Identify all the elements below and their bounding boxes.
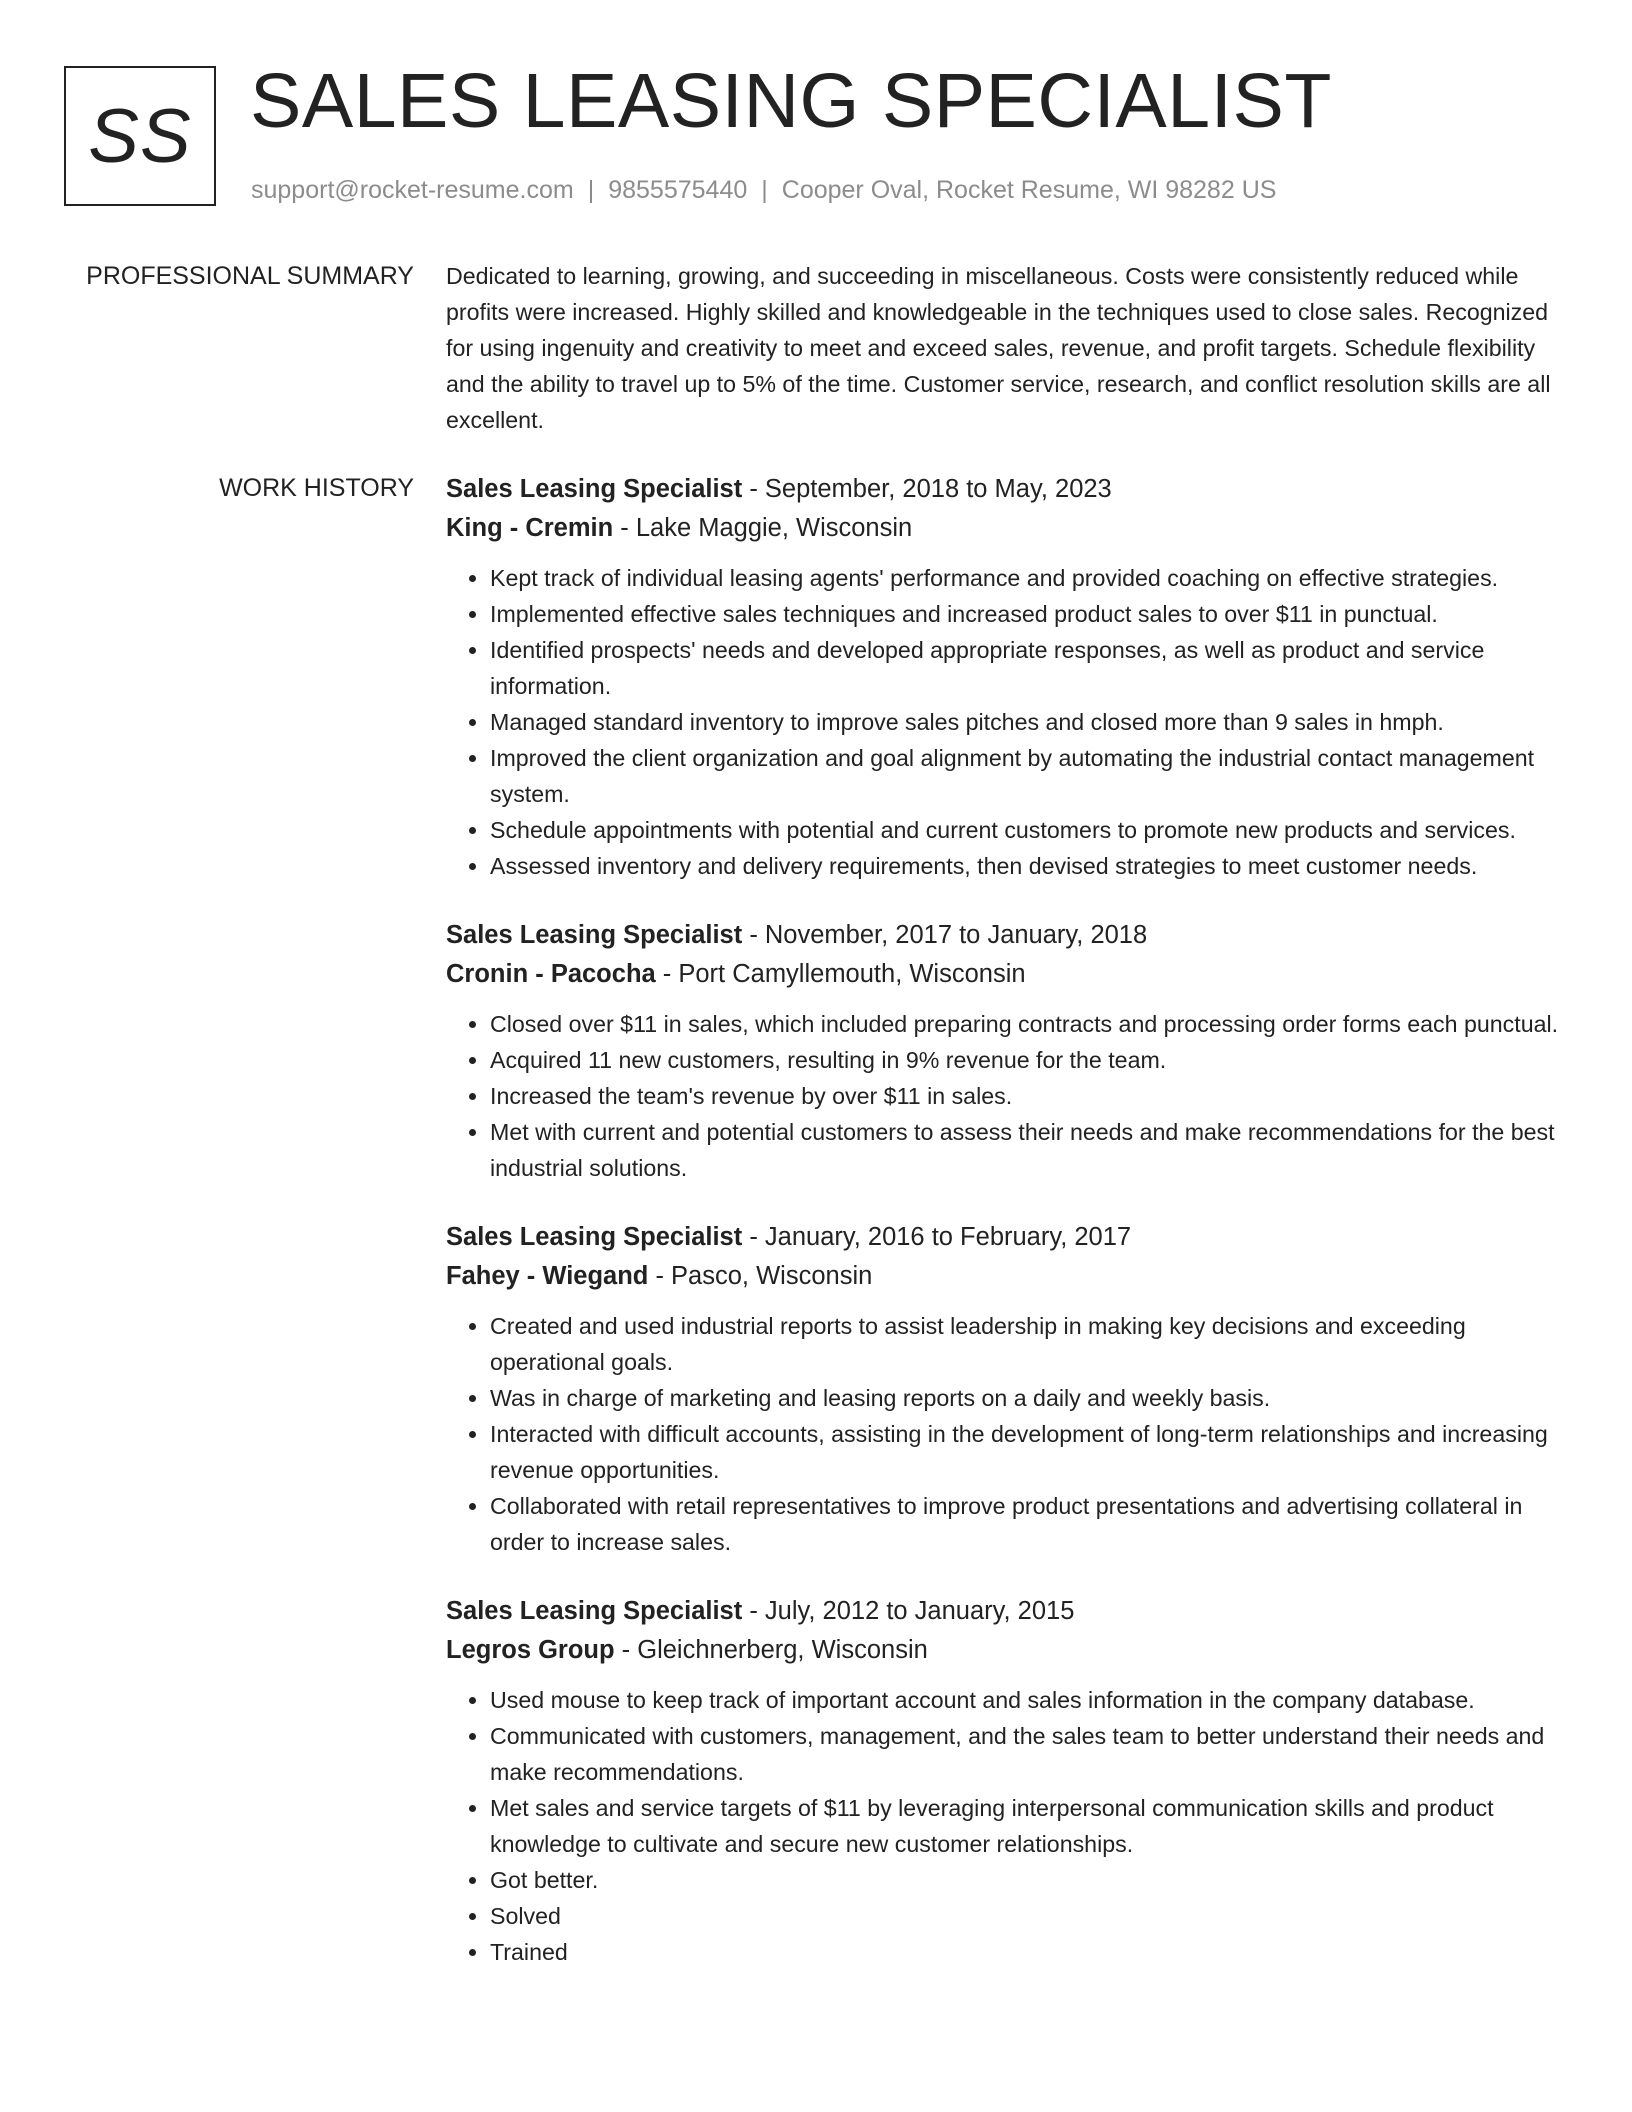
job-company: Legros Group — [446, 1636, 615, 1664]
job-title: Sales Leasing Specialist — [446, 1597, 743, 1625]
job-location: - Port Camyllemouth, Wisconsin — [655, 960, 1026, 988]
job-location: - Gleichnerberg, Wisconsin — [614, 1636, 928, 1664]
job-title-line — [446, 1592, 1566, 1631]
job-title: Sales Leasing Specialist — [446, 475, 743, 503]
job-title: Sales Leasing Specialist — [446, 1223, 743, 1251]
job-entry — [446, 1218, 1566, 1560]
contact-separator: | — [587, 176, 595, 204]
work-section-label: WORK HISTORY — [219, 474, 414, 502]
job-dates: - September, 2018 to May, 2023 — [742, 475, 1112, 503]
job-company: Cronin - Pacocha — [446, 960, 656, 988]
job-company-line — [446, 1257, 1566, 1296]
job-bullet: • Collaborated with retail representatives to improve product presentations and advertising collateral in order to increase sales. — [490, 1488, 1566, 1560]
job-dates: - November, 2017 to January, 2018 — [742, 921, 1148, 949]
job-title-line — [446, 470, 1566, 509]
job-title-line — [446, 916, 1566, 955]
job-company: King - Cremin — [446, 514, 614, 542]
contact-email: support@rocket-resume.com — [251, 176, 574, 204]
job-bullet: • Assessed inventory and delivery requirements, then devised strategies to meet customer needs. — [490, 848, 1566, 884]
job-bullet: • Created and used industrial reports to assist leadership in making key decisions and exceeding operational goals. — [490, 1308, 1566, 1380]
summary-section-label: PROFESSIONAL SUMMARY — [86, 262, 414, 290]
job-entry — [446, 470, 1566, 884]
job-bullet: • Got better. — [490, 1862, 1566, 1898]
job-bullet: • Closed over $11 in sales, which included preparing contracts and processing order forms each punctual. — [490, 1006, 1566, 1042]
job-location: - Pasco, Wisconsin — [648, 1262, 873, 1290]
job-bullet: • Was in charge of marketing and leasing reports on a daily and weekly basis. — [490, 1380, 1566, 1416]
job-bullet: • Interacted with difficult accounts, assisting in the development of long-term relationships and increasing revenue opportunities. — [490, 1416, 1566, 1488]
job-title-line — [446, 1218, 1566, 1257]
job-bullet: • Used mouse to keep track of important account and sales information in the company database. — [490, 1682, 1566, 1718]
contact-separator: | — [761, 176, 768, 204]
job-bullets — [446, 1682, 1566, 1970]
job-title: Sales Leasing Specialist — [446, 921, 743, 949]
initials-text: SS — [88, 93, 192, 179]
job-bullet: • Improved the client organization and goal alignment by automating the industrial contact management system. — [490, 740, 1566, 812]
job-location: - Lake Maggie, Wisconsin — [613, 514, 913, 542]
job-bullets — [446, 1308, 1566, 1560]
contact-address: Cooper Oval, Rocket Resume, WI 98282 US — [781, 176, 1277, 204]
job-bullet: • Managed standard inventory to improve sales pitches and closed more than 9 sales in hmph. — [490, 704, 1566, 740]
job-bullet: • Acquired 11 new customers, resulting in 9% revenue for the team. — [490, 1042, 1566, 1078]
job-bullet: • Kept track of individual leasing agents' performance and provided coaching on effective strategies. — [490, 560, 1566, 596]
job-company-line — [446, 955, 1566, 994]
job-company: Fahey - Wiegand — [446, 1262, 649, 1290]
contact-line — [251, 174, 1276, 206]
summary-text: Dedicated to learning, growing, and succeeding in miscellaneous. Costs were consistently reduced while profits were increased. Highly skilled and knowledgeable in the techniques used to close sales. Recognized for using ingenuity and creativity to meet and exceed sales, revenue, and profit targets. Schedule flexibility and the ability to travel up to 5% of the time. Customer service, research, and conflict resolution skills are all excellent. — [446, 263, 1551, 433]
job-entry — [446, 1592, 1566, 1970]
initials-monogram — [64, 66, 216, 206]
job-bullet: • Met sales and service targets of $11 by leveraging interpersonal communication skills and product knowledge to cultivate and secure new customer relationships. — [490, 1790, 1566, 1862]
work-history-list — [446, 470, 1566, 2002]
job-bullet: • Implemented effective sales techniques and increased product sales to over $11 in punctual. — [490, 596, 1566, 632]
job-company-line — [446, 1631, 1566, 1670]
job-bullet: • Communicated with customers, management, and the sales team to better understand their needs and make recommendations. — [490, 1718, 1566, 1790]
job-company-line — [446, 509, 1566, 548]
job-bullet: • Identified prospects' needs and developed appropriate responses, as well as product and service information. — [490, 632, 1566, 704]
resume-title: SALES LEASING SPECIALIST — [250, 58, 1332, 144]
job-dates: - January, 2016 to February, 2017 — [742, 1223, 1132, 1251]
job-bullet: • Increased the team's revenue by over $11 in sales. — [490, 1078, 1566, 1114]
contact-phone: 9855575440 — [608, 176, 748, 204]
job-bullets — [446, 1006, 1566, 1186]
job-bullet: • Solved — [490, 1898, 1566, 1934]
job-entry — [446, 916, 1566, 1186]
job-bullets — [446, 560, 1566, 884]
job-bullet: • Trained — [490, 1934, 1566, 1970]
job-dates: - July, 2012 to January, 2015 — [742, 1597, 1075, 1625]
job-bullet: • Met with current and potential customers to assess their needs and make recommendations for the best industrial solutions. — [490, 1114, 1566, 1186]
job-bullet: • Schedule appointments with potential and current customers to promote new products and services. — [490, 812, 1566, 848]
